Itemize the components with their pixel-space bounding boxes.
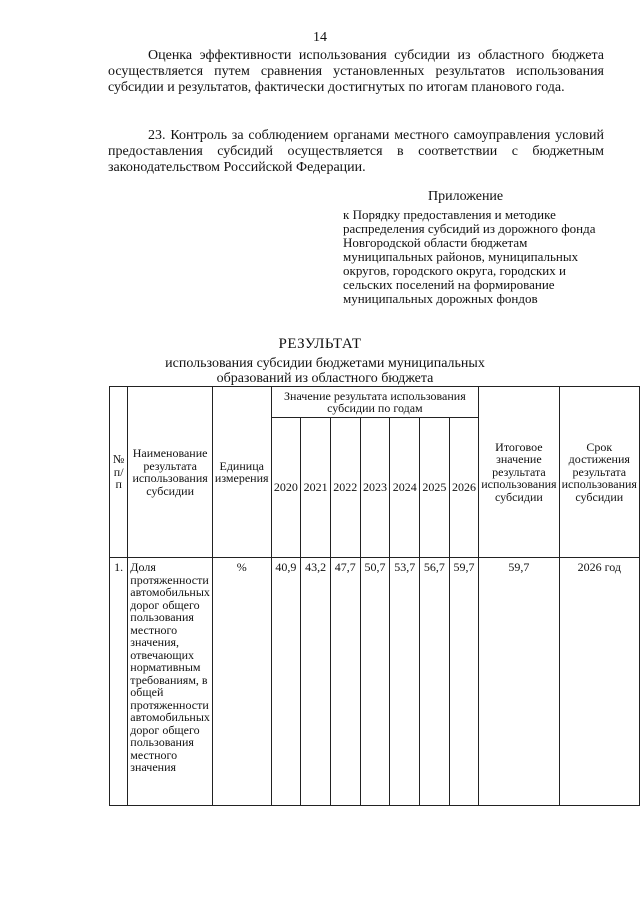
table-row [110,558,640,806]
row-deadline: 2026 год [559,558,639,806]
header-year: 2021 [301,418,331,558]
row-unit: % [212,558,271,806]
header-unit: Единица измерения [212,387,271,558]
row-total: 59,7 [479,558,559,806]
header-num: № п/п [110,387,128,558]
header-year: 2026 [449,418,478,558]
row-value: 43,2 [301,558,331,806]
header-name: Наименование результата использования субсидии [128,387,213,558]
row-num: 1. [110,558,128,806]
header-year: 2025 [420,418,450,558]
page-number: 14 [313,30,327,45]
row-value: 47,7 [330,558,360,806]
result-subtitle: использования субсидии бюджетами муниципальных образований из областного бюджета [165,356,485,386]
header-year: 2020 [271,418,301,558]
appendix-text: к Порядку предоставления и методике распределения субсидий из дорожного фонда Новгородской области бюджетам муниципальных районов, муниципальных округов, городского округа, городских и сельских поселений на формирование муниципальных дорожных фондов [343,207,596,306]
row-value: 56,7 [420,558,450,806]
row-value: 59,7 [449,558,478,806]
header-values-group: Значение результата использования субсидии по годам [271,387,479,418]
row-value: 50,7 [360,558,390,806]
appendix-title: Приложение [428,189,504,204]
row-value: 53,7 [390,558,420,806]
paragraph-control: 23. Контроль за соблюдением органами местного самоуправления условий предоставления субсидий осуществляется в соответствии с бюджетным законодательством Российской Федерации. [108,128,604,175]
result-title: РЕЗУЛЬТАТ [278,336,362,352]
header-year: 2023 [360,418,390,558]
header-year: 2022 [330,418,360,558]
header-year: 2024 [390,418,420,558]
header-total: Итоговое значение результата использования субсидии [479,387,559,558]
row-name: Доля протяженности автомобильных дорог общего пользования местного значения, отвечающих нормативным требованиям, в общей протяженности автомобильных дорог общего пользования местного значения [128,558,213,806]
table-header-row [110,387,640,418]
results-table [109,386,640,806]
header-deadline: Срок достижения результата использования субсидии [559,387,639,558]
paragraph-evaluation: Оценка эффективности использования субсидии из областного бюджета осуществляется путем сравнения установленных результатов использования субсидии и результатов, фактически достигнутых по итогам планового года. [108,48,604,95]
row-value: 40,9 [271,558,301,806]
